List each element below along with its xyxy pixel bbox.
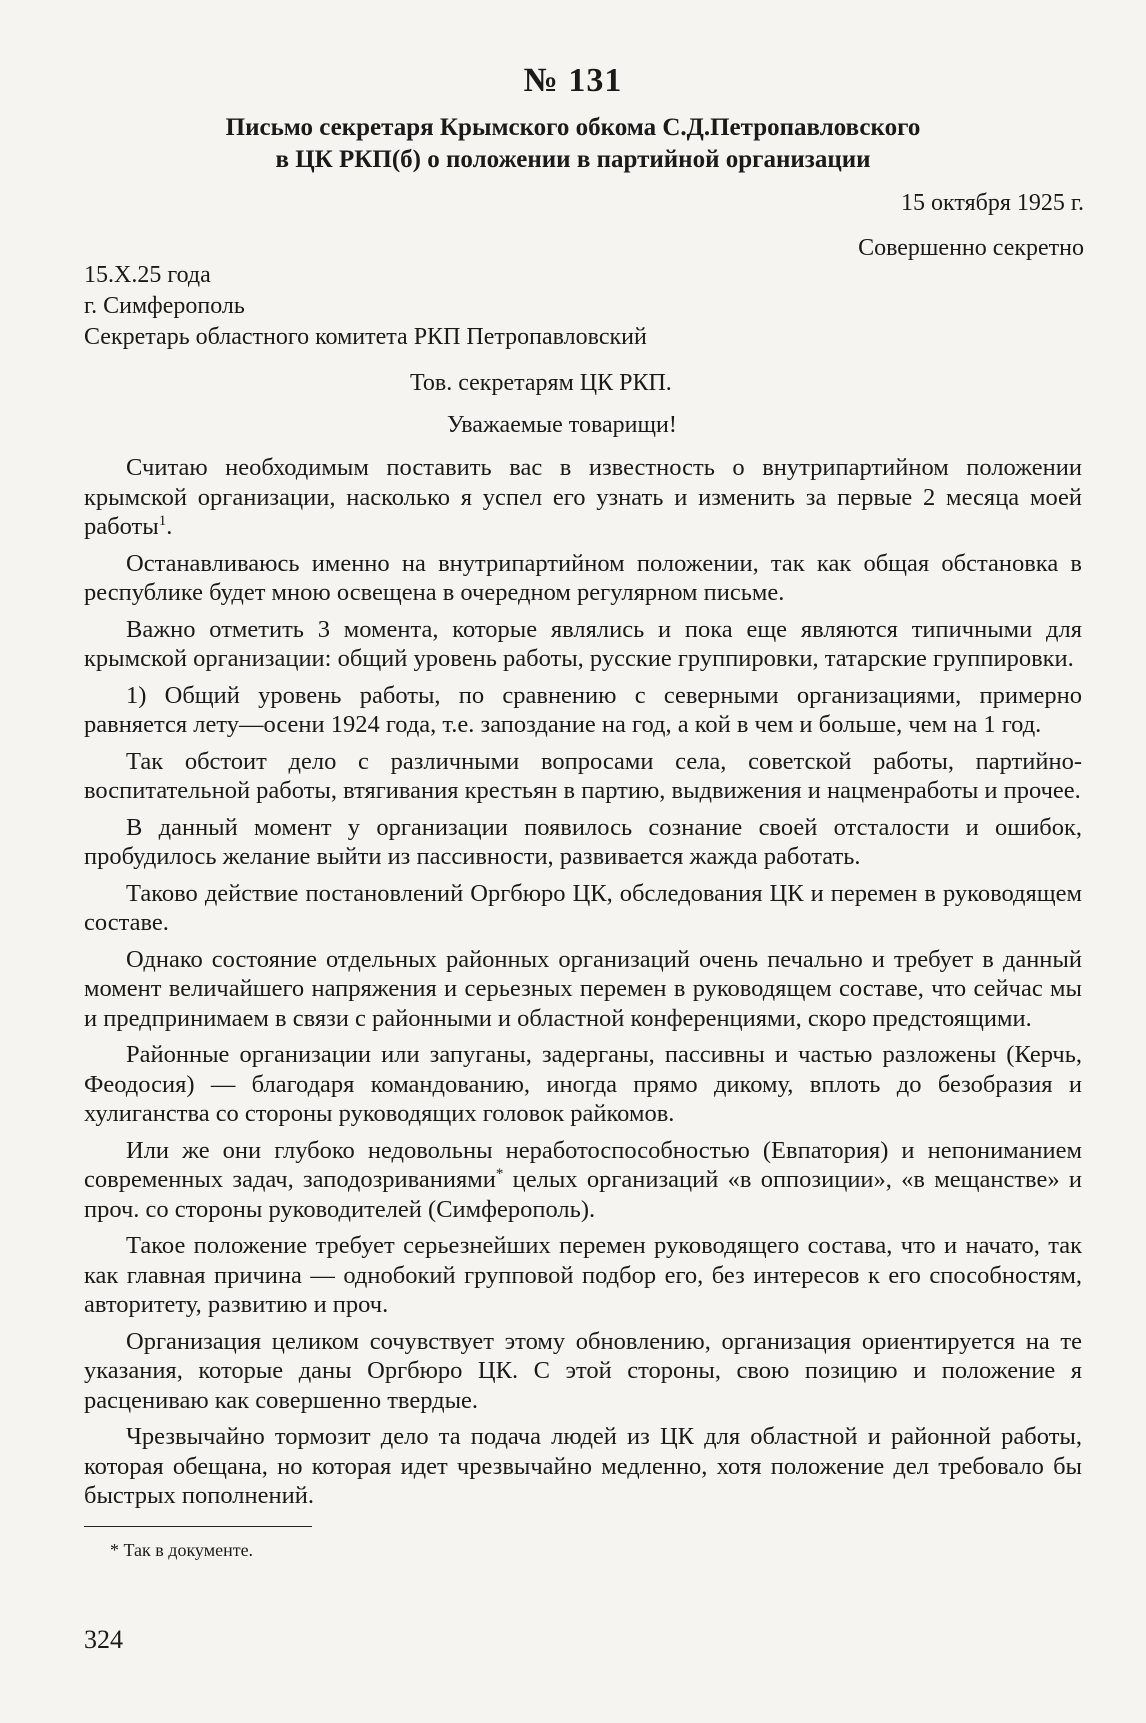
paragraph: Таково действие постановлений Оргбюро ЦК, обследования ЦК и перемен в руководящем составе.: [84, 879, 1082, 936]
letter-body: [84, 453, 1082, 1518]
document-date: 15 октября 1925 г.: [901, 190, 1084, 216]
paragraph: Или же они глубоко недовольны неработоспособностью (Евпатория) и непониманием современных задач, заподозриваниями* целых организаций «в оппозиции», «в мещанстве» и проч. со стороны руководителей (Симферополь).: [84, 1136, 1082, 1223]
letter-meta: [84, 260, 1084, 353]
document-number: № 131: [523, 62, 623, 99]
salutation: Уважаемые товарищи!: [447, 412, 677, 438]
letter-date: 15.X.25 года: [84, 262, 211, 288]
paragraph: 1) Общий уровень работы, по сравнению с северными организациями, примерно равняется лету—осени 1924 года, т.е. запоздание на год, а кой в чем и больше, чем на 1 год.: [84, 681, 1082, 738]
letter-place: г. Симферополь: [84, 293, 245, 319]
paragraph: Важно отметить 3 момента, которые являлись и пока еще являются типичными для крымской организации: общий уровень работы, русские группировки, татарские группировки.: [84, 615, 1082, 672]
document-title: [0, 112, 1146, 176]
paragraph: Районные организации или запуганы, задерганы, пассивны и частью разложены (Керчь, Феодосия) — благодаря командованию, иногда прямо дикому, вплоть до безобразия и хулиганства со стороны руководящих головок райкомов.: [84, 1041, 1082, 1127]
paragraph: Так обстоит дело с различными вопросами села, советской работы, партийно-воспитательной работы, втягивания крестьян в партию, выдвижения и нацменработы и прочее.: [84, 747, 1082, 804]
footnote: * Так в документе.: [110, 1540, 254, 1560]
paragraph: Такое положение требует серьезнейших перемен руководящего состава, что и начато, так как главная причина — однобокий групповой подбор его, без интересов к его способностям, авторитету, развитию и проч.: [84, 1232, 1082, 1318]
paragraph: Однако состояние отдельных районных организаций очень печально и требует в данный момент величайшего напряжения и серьезных перемен в руководящем составе, что сейчас мы и предпринимаем в связи с районными и областной конференциями, скоро предстоящими.: [84, 945, 1082, 1032]
paragraph: В данный момент у организации появилось сознание своей отсталости и ошибок, пробудилось желание выйти из пассивности, развивается жажда работать.: [84, 813, 1082, 870]
paragraph: Чрезвычайно тормозит дело та подача людей из ЦК для областной и районной работы, которая обещана, но которая идет чрезвычайно медленно, хотя положение дел требовало бы быстрых пополнений.: [84, 1423, 1082, 1509]
paragraph: Останавливаюсь именно на внутрипартийном положении, так как общая обстановка в республике будет мною освещена в очередном регулярном письме.: [84, 549, 1082, 606]
footnote-ref: 1: [158, 512, 167, 529]
addressee: Тов. секретарям ЦК РКП.: [410, 370, 672, 396]
page-number: 324: [84, 1625, 123, 1654]
footnote-star: *: [495, 1165, 504, 1182]
title-line-1: Письмо секретаря Крымского обкома С.Д.Петропавловского: [225, 114, 921, 141]
footnote-divider: [84, 1526, 312, 1527]
classification-label: Совершенно секретно: [858, 235, 1084, 261]
letter-sender: Секретарь областного комитета РКП Петропавловский: [84, 324, 647, 350]
title-line-2: в ЦК РКП(б) о положении в партийной организации: [275, 146, 871, 173]
paragraph: Считаю необходимым поставить вас в известность о внутрипартийном положении крымской организации, насколько я успел его узнать и изменить за первые 2 месяца моей работы$^1$.: [84, 454, 1082, 540]
paragraph: Организация целиком сочувствует этому обновлению, организация ориентируется на те указания, которые даны Оргбюро ЦК. С этой стороны, свою позицию и положение я расцениваю как совершенно твердые.: [84, 1327, 1082, 1414]
